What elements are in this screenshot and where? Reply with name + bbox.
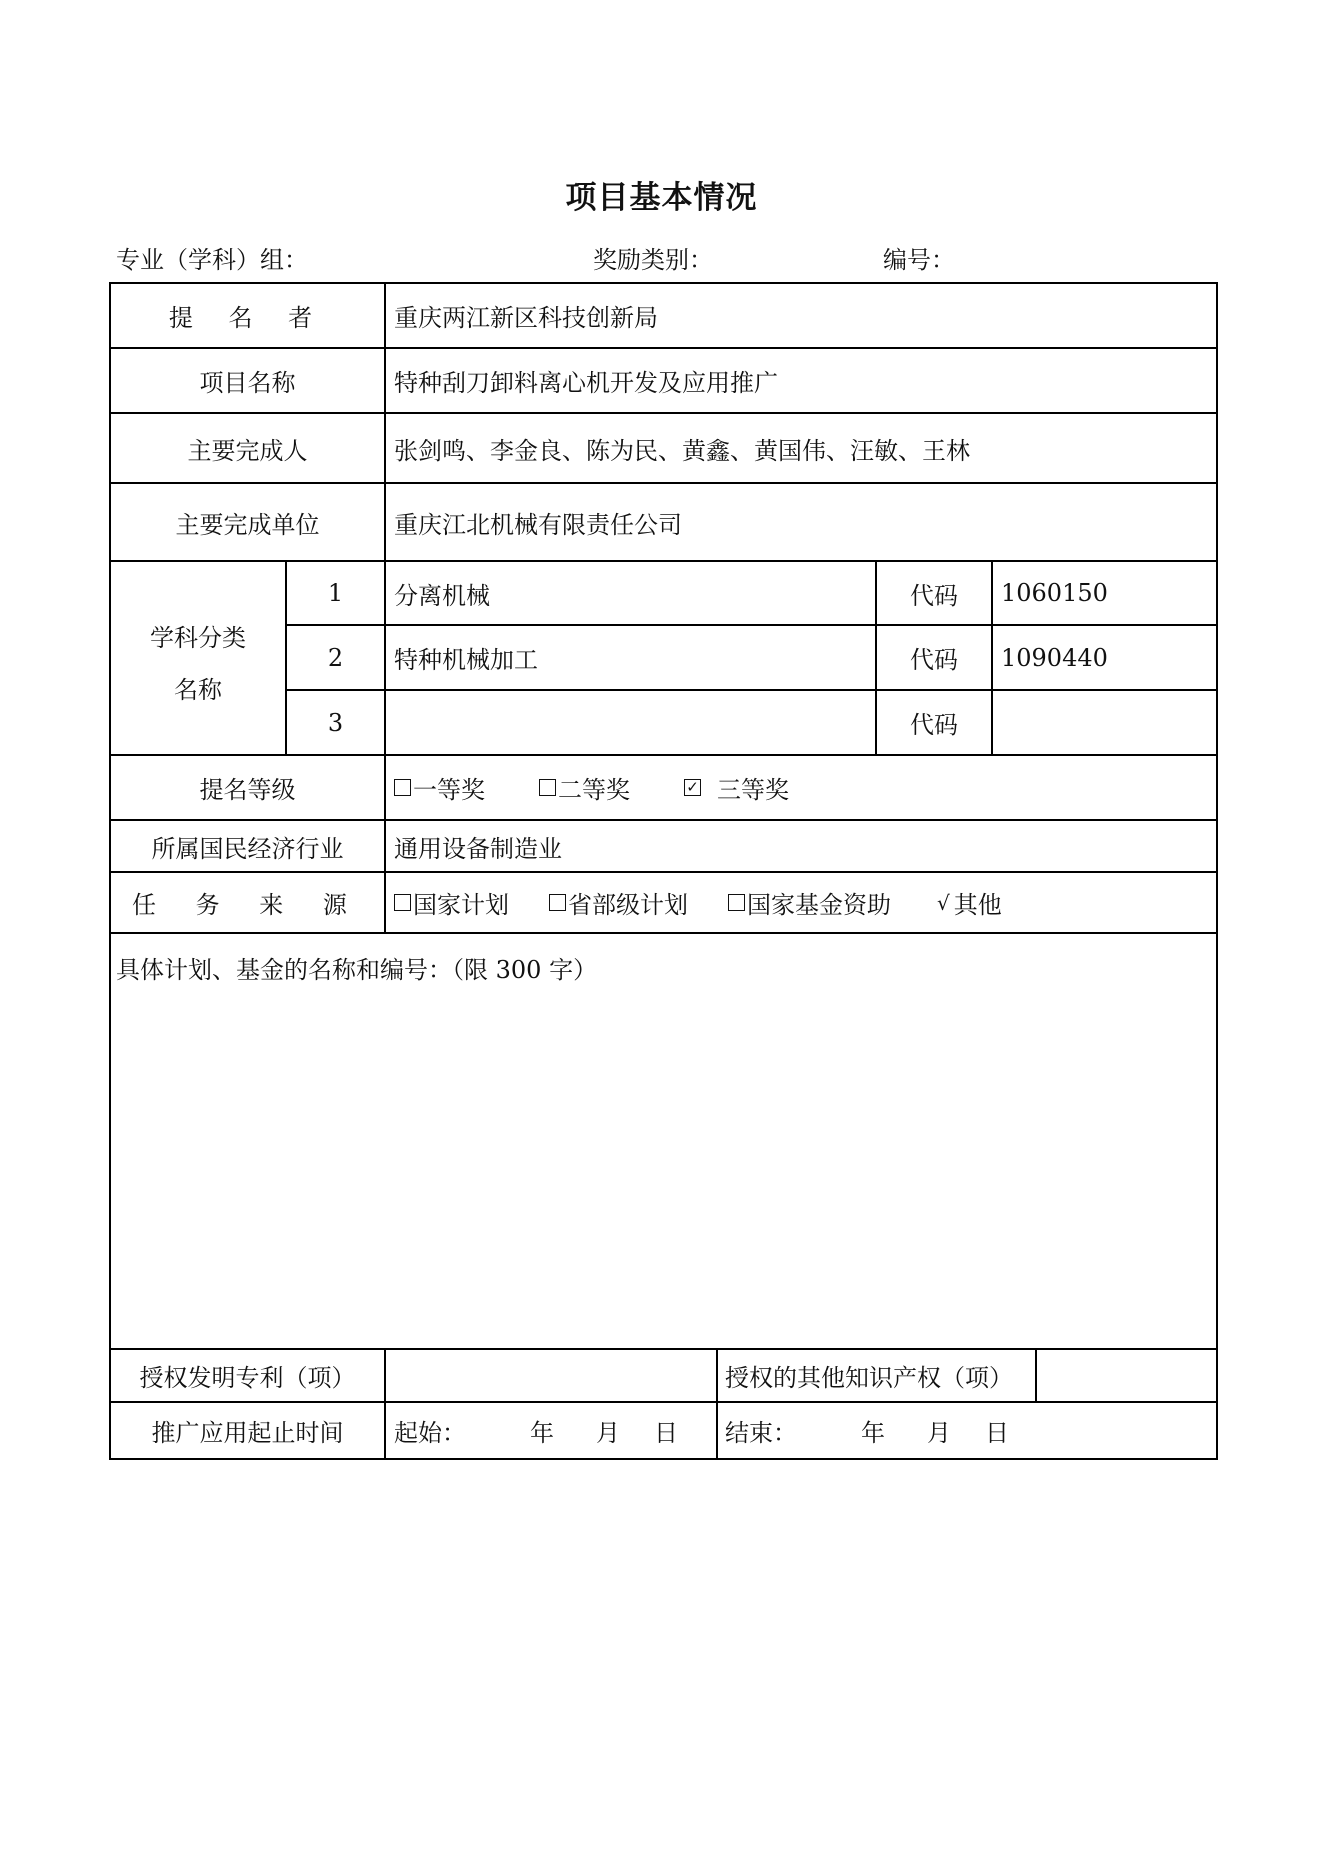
checkbox-empty-icon[interactable] (539, 779, 556, 796)
plan-note-label: 具体计划、基金的名称和编号：（限 300 字） (116, 956, 598, 984)
project-name-value: 特种刮刀卸料离心机开发及应用推广 (394, 369, 778, 397)
task-option-provincial-plan[interactable] (549, 885, 688, 920)
subject-label-line2: 名称 (174, 676, 222, 704)
task-source-options (386, 873, 1216, 932)
period-start-day: 日 (654, 1419, 678, 1447)
grade-option-third[interactable] (684, 770, 789, 805)
industry-label: 所属国民经济行业 (151, 834, 344, 863)
subject-row-index: 1 (327, 579, 344, 607)
page-title: 项目基本情况 (565, 180, 758, 216)
main-units-label: 主要完成单位 (175, 510, 320, 539)
table-border-bottom (109, 1458, 1218, 1460)
subject-code-label: 代码 (910, 581, 958, 610)
period-end-day: 日 (985, 1419, 1009, 1447)
subject-code-label: 代码 (910, 646, 958, 674)
main-persons-value: 张剑鸣、李金良、陈为民、黄鑫、黄国伟、汪敏、王林 (394, 436, 970, 465)
plan-note-area[interactable] (111, 990, 1216, 1346)
task-option-other[interactable] (937, 885, 1002, 920)
checkbox-empty-icon[interactable] (728, 894, 745, 911)
group-label: 专业（学科）组： (116, 246, 308, 274)
subject-row-name[interactable] (386, 691, 875, 754)
main-persons-label: 主要完成人 (187, 436, 308, 465)
invention-patents-value[interactable] (386, 1350, 716, 1401)
subject-code-label: 代码 (910, 711, 958, 739)
grade-option-second[interactable] (539, 770, 630, 805)
checkbox-empty-icon[interactable] (549, 894, 566, 911)
grade-label: 提名等级 (199, 776, 296, 804)
task-option-label: 省部级计划 (568, 891, 688, 919)
grade-option-label: 一等奖 (413, 776, 485, 804)
subject-row-index: 2 (327, 643, 344, 672)
task-option-label: 国家计划 (413, 891, 509, 919)
period-start-month: 月 (596, 1419, 620, 1447)
row-divider (109, 932, 1218, 934)
checkbox-empty-icon[interactable] (394, 894, 411, 911)
checkbox-empty-icon[interactable] (394, 779, 411, 796)
task-option-national-fund[interactable] (728, 885, 891, 920)
subject-row-code: 1090440 (1001, 643, 1108, 672)
period-end-label: 结束： (725, 1419, 797, 1447)
period-end[interactable] (718, 1403, 1216, 1458)
nominator-label: 提 名 者 (168, 304, 327, 332)
subject-row-code[interactable] (993, 691, 1216, 754)
subject-label-line1: 学科分类 (150, 624, 246, 652)
task-option-label: 其他 (953, 891, 1002, 919)
invention-patents-label: 授权发明专利（项） (139, 1364, 356, 1392)
grade-option-label: 三等奖 (717, 776, 789, 804)
task-option-national-plan[interactable] (394, 885, 509, 920)
task-source-label: 任 务 来 源 (132, 891, 363, 919)
award-type-label: 奖励类别： (593, 246, 713, 274)
period-end-month: 月 (927, 1419, 951, 1447)
subject-row-name: 特种机械加工 (394, 646, 538, 674)
subject-label (111, 612, 285, 716)
subject-row-name: 分离机械 (394, 581, 490, 610)
period-start-label: 起始： (394, 1419, 466, 1447)
task-option-label: 国家基金资助 (747, 891, 891, 919)
other-ip-label: 授权的其他知识产权（项） (725, 1364, 1013, 1392)
period-start-year: 年 (530, 1419, 554, 1447)
project-name-label: 项目名称 (199, 369, 296, 397)
period-start[interactable] (386, 1403, 716, 1458)
other-ip-value[interactable] (1037, 1350, 1216, 1401)
number-label: 编号： (883, 246, 955, 274)
industry-value: 通用设备制造业 (394, 834, 562, 863)
grade-options (386, 756, 1216, 819)
grade-option-label: 二等奖 (558, 776, 630, 804)
subject-row-code: 1060150 (1001, 579, 1108, 607)
subject-row-index: 3 (327, 708, 344, 737)
main-units-value: 重庆江北机械有限责任公司 (394, 510, 682, 539)
nominator-value: 重庆两江新区科技创新局 (394, 304, 658, 332)
checkbox-checked-icon[interactable]: ✓ (684, 779, 701, 796)
check-mark-icon[interactable]: √ (937, 890, 950, 915)
period-label: 推广应用起止时间 (151, 1419, 344, 1447)
period-end-year: 年 (861, 1419, 885, 1447)
grade-option-first[interactable] (394, 770, 485, 805)
